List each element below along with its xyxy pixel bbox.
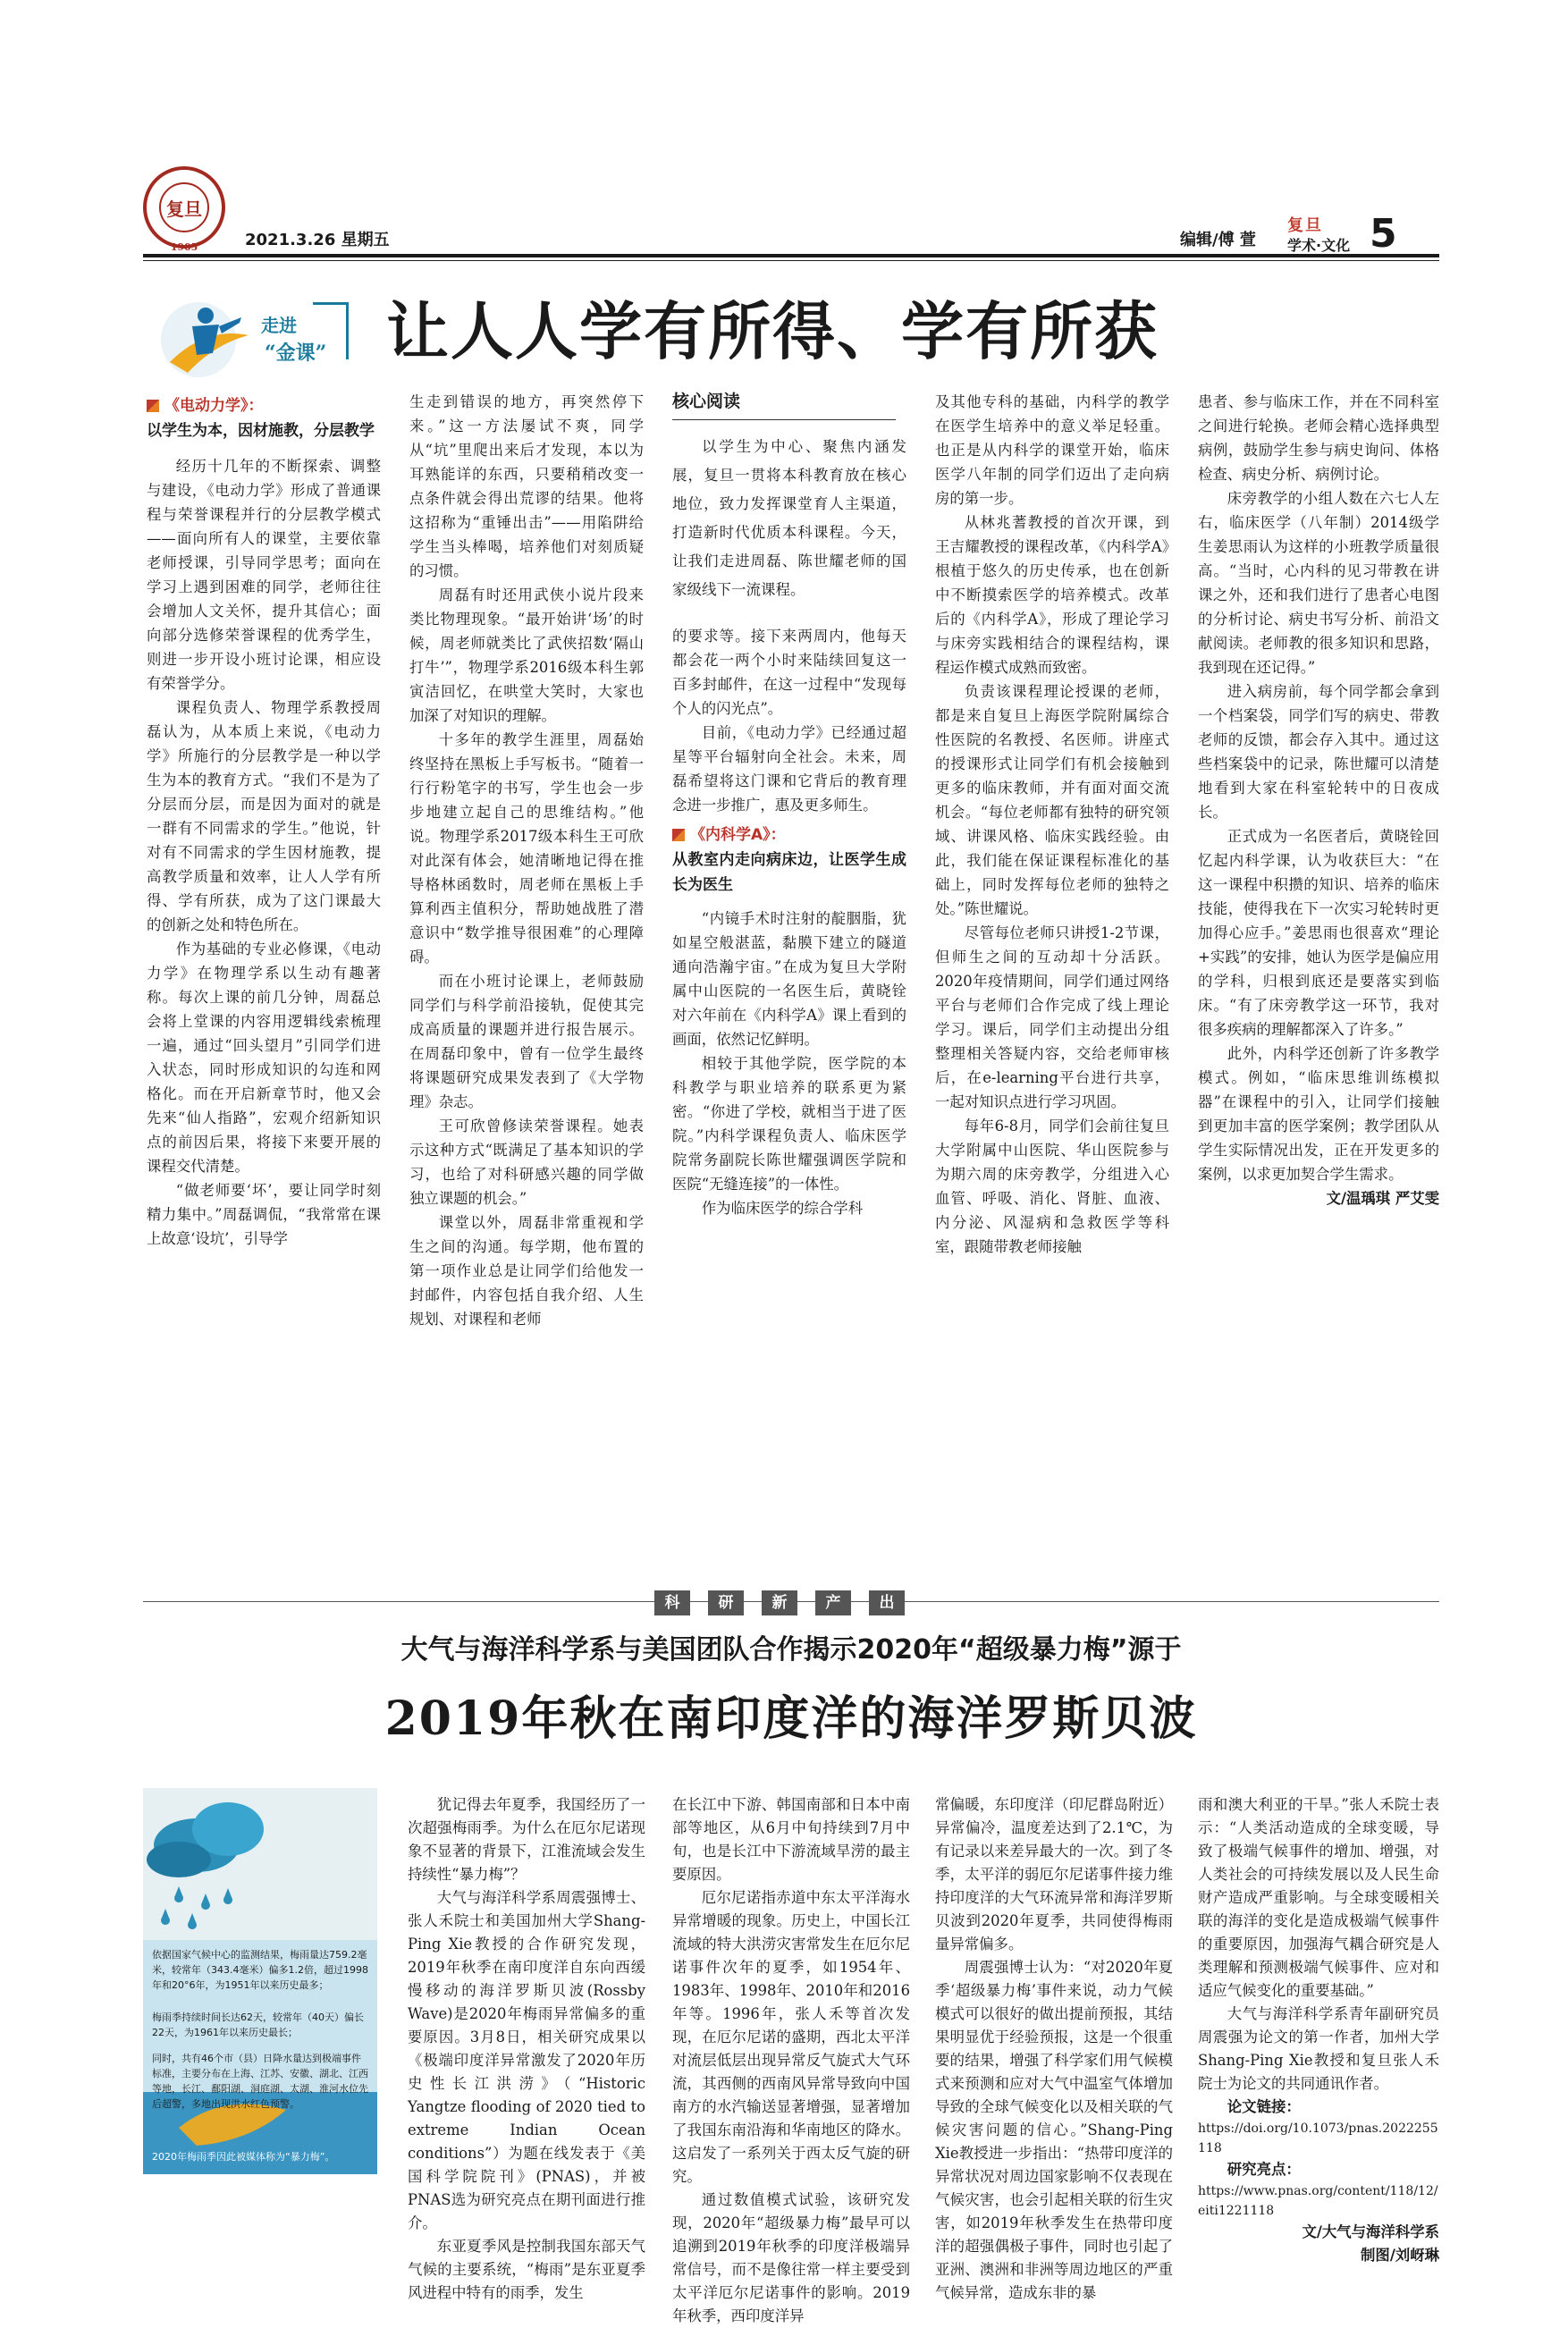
paragraph: “内镜手术时注射的靛胭脂，犹如星空般湛蓝，黏膜下建立的隧道通向浩瀚宇宙。”在成为复旦大学附属中山医院的一名医生后，黄晓铨对六年前在《内科学A》课上看到的画面，依然记忆鲜明。 [672, 910, 906, 1048]
paragraph: 在长江中下游、韩国南部和日本中南部等地区，从6月中旬持续到7月中旬，也是长江中下游流域旱涝的最主要原因。 [672, 1796, 910, 1883]
paragraph: 及其他专科的基础，内科学的教学在医学生培养中的意义举足轻重。也正是从内科学的课堂开始，临床医学八年制的同学们迈出了走向病房的第一步。 [935, 393, 1169, 507]
paragraph: 负责该课程理论授课的老师，都是来自复旦上海医学院附属综合性医院的名教授、名医师。讲座式的授课形式让同学们有机会接触到更多的临床教师，并有面对面交流机会。“每位老师都有独特的研究领域、讲课风格、临床实践经验。由此，我们能在保证课程标准化的基础上，同时发挥每位老师的独特之处。”陈世耀说。 [935, 683, 1169, 917]
issue-date: 2021.3.26 星期五 [245, 231, 390, 249]
section-divider-char: 研 [708, 1590, 744, 1615]
subhead-internal-medicine [672, 822, 906, 898]
section-name: 学术·文化 [1287, 237, 1351, 254]
page-number: 5 [1370, 211, 1397, 257]
core-reading-text: 以学生为中心、聚焦内涵发展，复旦一贯将本科教育放在核心地位，致力发挥课堂育人主渠道，打造新时代优质本科课程。今天，让我们走进周磊、陈世耀老师的国家级线下一流课程。 [672, 438, 906, 598]
section-divider-char: 出 [869, 1590, 905, 1615]
research-credit-graphic: 制图/刘岈琳 [1361, 2247, 1439, 2264]
feature-credit: 文/温瑀琪 严艾雯 [1326, 1190, 1439, 1207]
paragraph: 患者、参与临床工作，并在不同科室之间进行轮换。老师会精心选择典型病例，鼓励学生参与病史询问、体格检查、病史分析、病例讨论。 [1198, 393, 1439, 483]
paragraph: 从林兆蓍教授的首次开课，到王吉耀教授的课程改革，《内科学A》根植于悠久的历史传承，也在创新中不断摸索医学的培养模式。改革后的《内科学A》，形成了理论学习与床旁实践相结合的课程结构，课程运作模式成熟而致密。 [935, 514, 1169, 676]
research-column-3 [935, 1793, 1173, 2305]
subhead-tag: 《内科学A》： [690, 826, 786, 844]
paragraph: 常偏暖，东印度洋（印尼群岛附近）异常偏冷，温度差达到了2.1℃，为有记录以来差异最大的一次。到了冬季，太平洋的弱厄尔尼诺事件接力维持印度洋的大气环流异常和海洋罗斯贝波到2020年夏季，共同使得梅雨量异常偏多。 [935, 1796, 1173, 1953]
paragraph: 相较于其他学院，医学院的本科教学与职业培养的联系更为紧密。“你进了学校，就相当于进了医院。”内科学课程负责人、临床医学院常务副院长陈世耀强调医学院和医院“无缝连接”的一体性。 [672, 1055, 906, 1193]
core-reading-title: 核心阅读 [672, 392, 741, 411]
paragraph: 床旁教学的小组人数在六七人左右，临床医学（八年制）2014级学生姜思雨认为这样的小班教学质量很高。“当时，心内科的见习带教在讲课之外，还和我们进行了患者心电图的分析讨论、病史书写分析、前沿文献阅读。老师教的很多知识和思路，我到现在还记得。” [1198, 490, 1439, 676]
seal-year: 1905 [170, 241, 198, 253]
feature-column-3 [672, 390, 906, 1220]
paragraph: 周磊有时还用武侠小说片段来类比物理现象。“最开始讲‘场’的时候，周老师就类比了武侠招数‘隔山打牛’”，物理学系2016级本科生郭寅洁回忆，在哄堂大笑时，大家也加深了对知识的理解。 [409, 586, 644, 724]
subhead-title: 以学生为本，因材施教，分层教学 [147, 422, 375, 440]
research-credit-text: 文/大气与海洋科学系 [1302, 2223, 1439, 2240]
links-label: 论文链接： [1227, 2098, 1301, 2115]
feature-column-4 [935, 390, 1169, 1259]
golden-course-icon [152, 291, 268, 389]
badge-bracket [313, 302, 349, 359]
golden-course-badge-line2: “金课” [265, 342, 327, 365]
research-column-2 [672, 1793, 910, 2328]
paragraph: 课堂以外，周磊非常重视和学生之间的沟通。每学期，他布置的第一项作业总是让同学们给他发一封邮件，内容包括自我介绍、人生规划、对课程和老师 [409, 1214, 644, 1328]
paragraph: 作为基础的专业必修课，《电动力学》在物理学系以生动有趣著称。每次上课的前几分钟，周磊总会将上堂课的内容用逻辑线索梳理一遍，通过“回头望月”引同学们进入状态，同时形成知识的勾连和网格化。而在开启新章节时，他又会先来“仙人指路”，宏观介绍新知识点的前因后果，将接下来要开展的课程交代清楚。 [147, 940, 381, 1175]
paragraph: 进入病房前，每个同学都会拿到一个档案袋，同学们写的病史、带教老师的反馈，都会存入其中。通过这些档案袋中的记录，陈世耀可以清楚地看到大家在科室轮转中的日夜成长。 [1198, 683, 1439, 821]
paragraph: 厄尔尼诺指赤道中东太平洋海水异常增暖的现象。历史上，中国长江流域的特大洪涝灾害常发生在厄尔尼诺事件次年的夏季，如1954年、1983年、1998年、2010年和2016年等。1996年，张人禾等首次发现，在厄尔尼诺的盛期，西北太平洋对流层低层出现异常反气旋式大气环流，其西侧的西南风异常导致向中国南方的水汽输送显著增强，显著增加了我国东南沿海和华南地区的降水。这启发了一系列关于西太反气旋的研究。 [672, 1889, 910, 2185]
paragraph: 正式成为一名医者后，黄晓铨回忆起内科学课，认为收获巨大：“在这一课程中积攒的知识、培养的临床技能，使得我在下一次实习轮转时更加得心应手。”姜思雨也很喜欢“理论+实践”的安排，她认为医学是偏应用的学科，归根到底还是要落实到临床。“有了床旁教学这一环节，我对很多疾病的理解都深入了许多。” [1198, 828, 1439, 1038]
paragraph: 此外，内科学还创新了许多教学模式。例如，“临床思维训练模拟器”在课程中的引入，让同学们接触到更加丰富的医学案例；教学团队从学生实际情况出发，正在开发更多的案例，以求更加契合学生需求。 [1198, 1045, 1439, 1183]
research-headline-line1: 大气与海洋科学系与美国团队合作揭示2020年“超级暴力梅”源于 [400, 1634, 1182, 1666]
paragraph: 通过数值模式试验，该研究发现，2020年“超级暴力梅”最早可以追溯到2019年秋季的印度洋极端异常信号，而不是像往常一样主要受到太平洋厄尔尼诺事件的影响。2019年秋季，西印度洋异 [672, 2191, 910, 2324]
illustration-caption: 梅雨季持续时间长达62天，较常年（40天）偏长22天，为1961年以来历史最长； [152, 2012, 364, 2038]
subhead-electrodynamics [147, 393, 381, 443]
paragraph: 大气与海洋科学系周震强博士、张人禾院士和美国加州大学Shang-Ping Xie教授的合作研究发现，2019年秋季在南印度洋自东向西缓慢移动的海洋罗斯贝波(Rossby Wave)是2020年梅雨异常偏多的重要原因。3月8日，相关研究成果以《极端印度洋异常激发了2020年历史性长江洪涝》（“Historic Yangtze flooding of 2020 tied to extreme Indian Ocean conditions”）为题在线发表于《美国科学院院刊》(PNAS)，并被PNAS选为研究亮点在期刊面进行推介。 [408, 1889, 645, 2231]
illustration-caption: 依据国家气候中心的监测结果，梅雨量达759.2毫米，较常年（343.4毫米）偏多1.2倍，超过1998年和20°6年，为1951年以来历史最多； [152, 1949, 368, 1991]
golden-course-badge-line1: 走进 [261, 315, 297, 336]
rain-illustration [143, 1788, 377, 2174]
paragraph: 作为临床医学的综合学科 [701, 1200, 864, 1217]
highlight-link[interactable]: https://www.pnas.org/content/118/12/eiti1221118 [1198, 2184, 1438, 2218]
paragraph: 雨和澳大利亚的干旱。”张人禾院士表示：“人类活动造成的全球变暖，导致了极端气候事件的增加、增强，对人类社会的可持续发展以及人民生命财产造成严重影响。与全球变暖相关联的海洋的变化是造成极端气候事件的重要原因，加强海气耦合研究是人类理解和预测极端气候事件、应对和适应气候变化的重要基础。” [1198, 1796, 1439, 1999]
paragraph: 犹记得去年夏季，我国经历了一次超强梅雨季。为什么在厄尔尼诺现象不显著的背景下，江淮流域会发生持续性“暴力梅”？ [408, 1796, 645, 1883]
paragraph: 而在小班讨论课上，老师鼓励同学们与科学前沿接轨，促使其完成高质量的课题并进行报告展示。在周磊印象中，曾有一位学生最终将课题研究成果发表到了《大学物理》杂志。 [409, 973, 644, 1110]
paper-logo: 复旦 [1287, 216, 1323, 235]
paragraph: 大气与海洋科学系青年副研究员周震强为论文的第一作者，加州大学Shang-Ping Xie教授和复旦张人禾院士为论文的共同通讯作者。 [1198, 2005, 1439, 2092]
paragraph: 经历十几年的不断探索、调整与建设，《电动力学》形成了普通课程与荣誉课程并行的分层教学模式——面向所有人的课堂，主要依靠老师授课，引导同学思考；面向在学习上遇到困难的同学，老师往往会增加人文关怀，提升其信心；面向部分选修荣誉课程的优秀学生，则进一步开设小班讨论课，相应设有荣誉学分。 [147, 458, 381, 692]
paragraph: 周震强博士认为：“对2020年夏季‘超级暴力梅’事件来说，动力气候模式可以很好的做出提前预报，其结果明显优于经验预报，这是一个很重要的结果，增强了科学家们用气候模式来预测和应对大气中温室气体增加导致的全球气候变化以及相关联的气候灾害问题的信心。”Shang-Ping Xie教授进一步指出：“热带印度洋的异常状况对周边国家影响不仅表现在气候灾害，也会引起相关联的衍生灾害，如2019年秋季发生在热带印度洋的超强偶极子事件，同时也引起了亚洲、澳洲和非洲等周边地区的严重气候异常，造成东非的暴 [935, 1959, 1173, 2301]
subhead-tag: 《电动力学》： [164, 397, 264, 415]
illustration-caption: 2020年梅雨季因此被媒体称为“暴力梅”。 [152, 2151, 335, 2163]
subhead-marker-icon [147, 400, 159, 412]
paragraph: 目前，《电动力学》已经通过超星等平台辐射向全社会。未来，周磊希望将这门课和它背后的教育理念进一步推广，惠及更多师生。 [672, 724, 906, 814]
feature-column-5 [1198, 390, 1439, 1210]
header-rule [143, 254, 1439, 257]
editor-credit: 编辑/傅 萱 [1180, 231, 1256, 249]
section-divider-char: 新 [762, 1590, 797, 1615]
subhead-marker-icon [672, 829, 685, 841]
illustration-caption: 同时，共有46个市（县）日降水量达到极端事件标准，主要分布在上海、江苏、安徽、湖北、江西等地，长江、鄱阳湖、洞庭湖、太湖、淮河水位先后超警，多地出现洪水红色预警。 [152, 2053, 368, 2110]
feature-column-2 [409, 390, 644, 1331]
section-divider-char: 产 [815, 1590, 851, 1615]
core-reading-rule [672, 419, 896, 420]
paragraph: 课程负责人、物理学系教授周磊认为，从本质上来说，《电动力学》所施行的分层教学是一种以学生为本的教育方式。“我们不是为了分层而分层，而是因为面对的就是一群有不同需求的学生。”他说，针对有不同需求的学生因材施教，提高教学质量和效率，让人人学有所得、学有所获，成为了这门课最大的创新之处和特色所在。 [147, 699, 381, 933]
research-headline-line2: 2019年秋在南印度洋的海洋罗斯贝波 [384, 1691, 1198, 1746]
paragraph: 十多年的教学生涯里，周磊始终坚持在黑板上手写板书。“随着一行行粉笔字的书写，学生也会一步步地建立起自己的思维结构。”他说。物理学系2017级本科生王可欣对此深有体会，她清晰地记得在推导格林函数时，周老师在黑板上手算利西主值积分，帮助她战胜了潜意识中“数学推导很困难”的心理障碍。 [409, 731, 644, 966]
paragraph: 每年6-8月，同学们会前往复旦大学附属中山医院、华山医院参与为期六周的床旁教学，分组进入心血管、呼吸、消化、肾脏、血液、内分泌、风湿病和急救医学等科室，跟随带教老师接触 [935, 1118, 1169, 1255]
header-rule-thin [143, 260, 1439, 261]
paragraph: 尽管每位老师只讲授1-2节课，但师生之间的互动却十分活跃。2020年疫情期间，同学们通过网络平台与老师们合作完成了线上理论学习。课后，同学们主动提出分组整理相关答疑内容，交给老师审核后，在e-learning平台进行共享，一起对知识点进行学习巩固。 [935, 924, 1169, 1110]
seal-text: 复旦 [166, 198, 202, 220]
paragraph: 生走到错误的地方，再突然停下来。”这一方法屡试不爽，同学从“坑”里爬出来后才发现，本以为耳熟能详的东西，只要稍稍改变一点条件就会得出荒谬的结果。他将这招称为“重锤出击”——用陷阱给学生当头棒喝，培养他们对刻质疑的习惯。 [409, 393, 644, 579]
research-column-4 [1198, 1793, 1439, 2267]
feature-headline: 让人人学有所得、学有所获 [386, 295, 1159, 368]
feature-column-1 [147, 393, 381, 1251]
paper-link[interactable]: https://doi.org/10.1073/pnas.2022255118 [1198, 2121, 1438, 2155]
links-label: 研究亮点： [1227, 2161, 1301, 2178]
research-column-1 [408, 1793, 645, 2305]
paragraph: 东亚夏季风是控制我国东部天气气候的主要系统，“梅雨”是东亚夏季风进程中特有的雨季，发生 [408, 2238, 645, 2301]
paragraph: “做老师要‘坏’，要让同学时刻精力集中。”周磊调侃，“我常常在课上故意‘设坑’，引导学 [147, 1182, 381, 1247]
section-divider-char: 科 [654, 1590, 690, 1615]
paragraph: 王可欣曾修读荣誉课程。她表示这种方式“既满足了基本知识的学习，也给了对科研感兴趣的同学做独立课题的机会。” [409, 1118, 644, 1207]
subhead-title: 从教室内走向病床边，让医学生成长为医生 [672, 851, 906, 894]
paragraph: 的要求等。接下来两周内，他每天都会花一两个小时来陆续回复这一百多封邮件，在这一过程中“发现每个人的闪光点”。 [672, 628, 906, 717]
